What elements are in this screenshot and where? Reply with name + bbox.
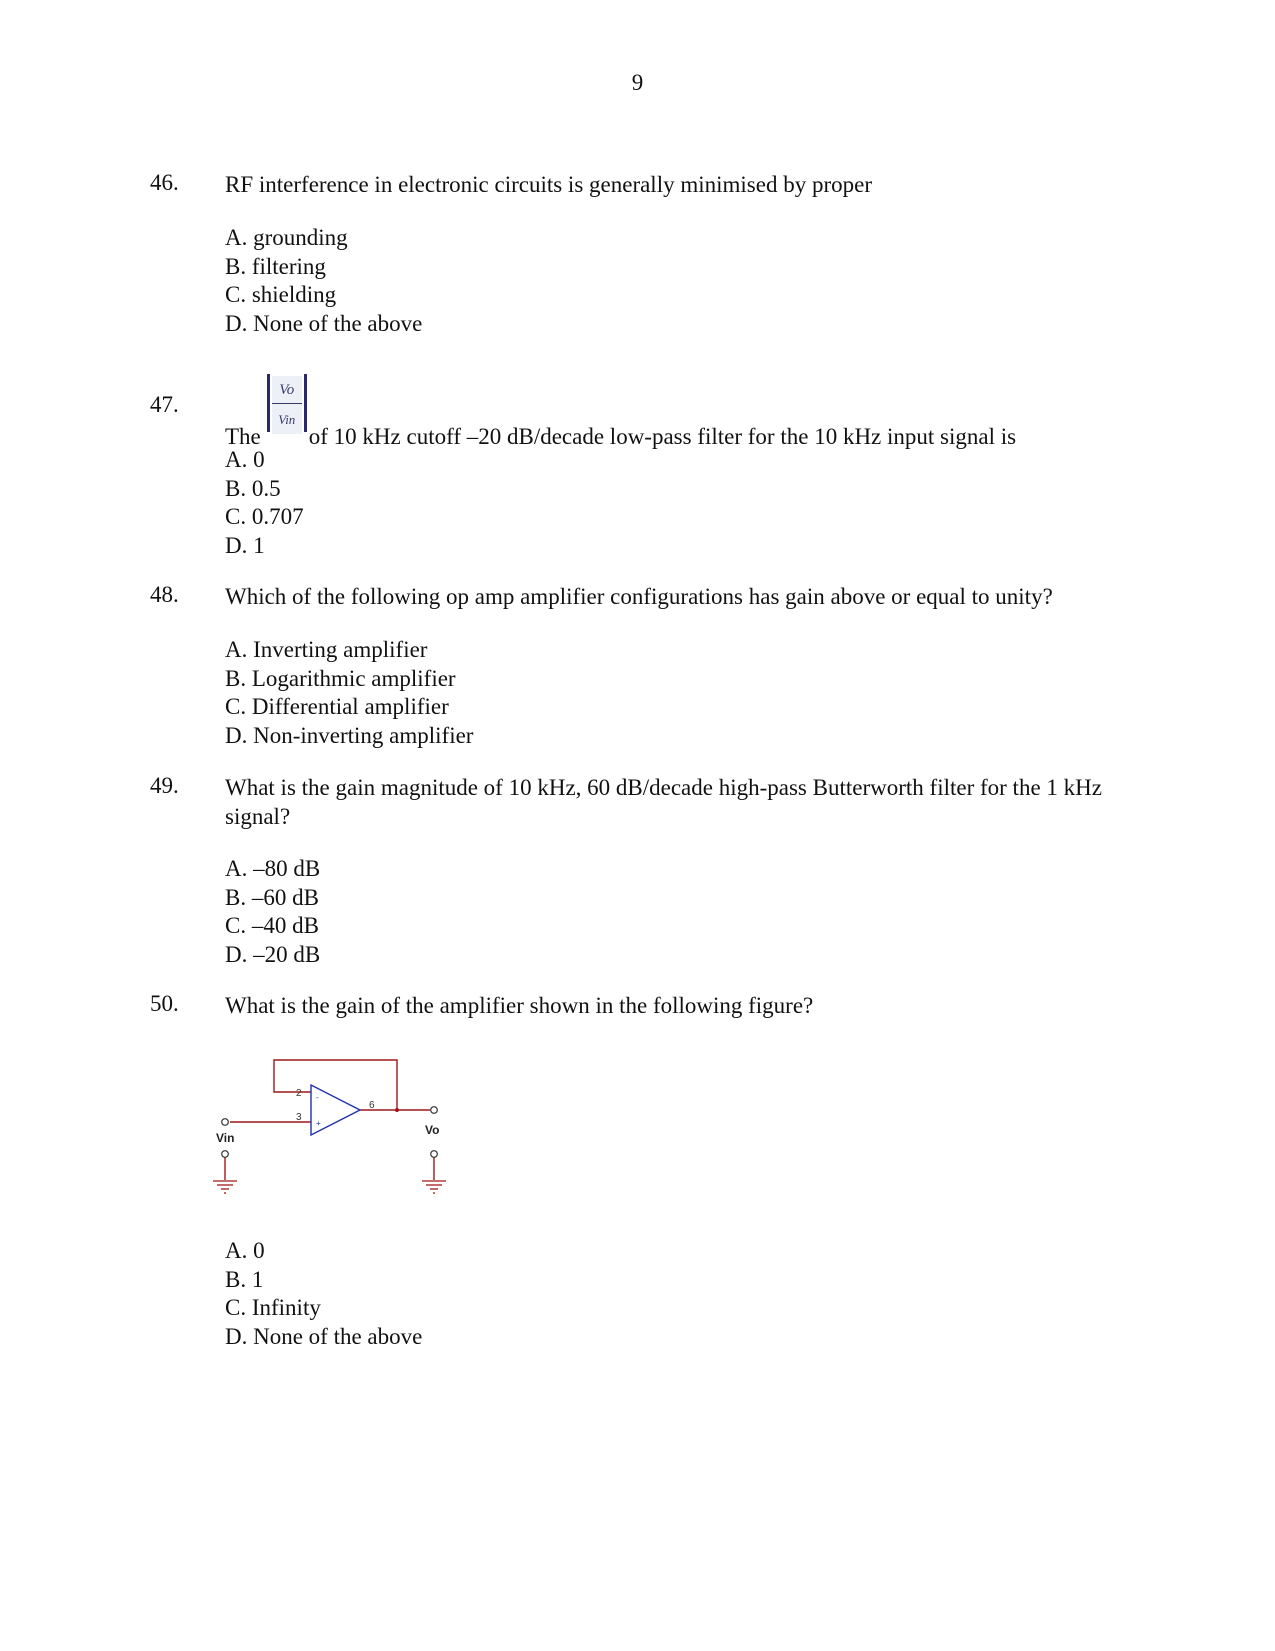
pin-3-label: 3 — [296, 1112, 302, 1123]
inverting-sign: - — [316, 1093, 319, 1102]
option-a: A. grounding — [225, 225, 348, 250]
option-list — [225, 855, 320, 969]
question-text — [225, 382, 1130, 451]
option-b: B. 0.5 — [225, 475, 281, 501]
option-b: B. 1 — [225, 1266, 264, 1292]
option-a: A. –80 dB — [225, 856, 321, 881]
question-text-after: of 10 kHz cutoff –20 dB/decade low-pass filter for the 10 kHz input signal is — [308, 424, 1017, 449]
vin-terminal — [222, 1119, 229, 1126]
option-c: C. Infinity — [225, 1295, 321, 1320]
option-b: B. –60 dB — [225, 884, 319, 910]
question-text: RF interference in electronic circuits is generally minimised by proper — [225, 172, 872, 197]
vin-ground-terminal — [222, 1151, 229, 1158]
pin-2-label: 2 — [296, 1088, 302, 1099]
fraction-numerator: Vo — [272, 376, 302, 405]
option-b: B. Logarithmic amplifier — [225, 665, 456, 691]
option-d: D. Non-inverting amplifier — [225, 722, 474, 748]
option-d: D. 1 — [225, 532, 265, 558]
fraction-line — [272, 403, 302, 404]
vin-label: Vin — [216, 1131, 235, 1145]
question-number: 48. — [150, 582, 179, 607]
noninverting-sign: + — [316, 1119, 321, 1128]
feedback-wire — [274, 1060, 397, 1110]
option-c: C. 0.707 — [225, 504, 304, 529]
question-text-before: The — [225, 424, 261, 449]
vo-ground-terminal — [431, 1151, 438, 1158]
vo-label: Vo — [425, 1123, 440, 1137]
option-c: C. Differential amplifier — [225, 694, 449, 719]
question-number: 46. — [150, 170, 179, 195]
question-number: 49. — [150, 773, 179, 798]
output-ground-icon — [422, 1181, 446, 1193]
question-text: What is the gain of the amplifier shown in the following figure? — [225, 993, 814, 1018]
option-list — [225, 446, 304, 560]
question-number: 50. — [150, 991, 179, 1016]
abs-bar-right — [304, 374, 307, 432]
page-number: 9 — [631, 70, 644, 95]
question-text: Which of the following op amp amplifier configurations has gain above or equal to unity? — [225, 584, 1053, 609]
output-junction — [395, 1108, 399, 1112]
option-c: C. –40 dB — [225, 913, 319, 938]
input-ground-icon — [213, 1181, 237, 1193]
option-list — [225, 224, 422, 338]
vo-terminal — [431, 1107, 438, 1114]
option-b: B. filtering — [225, 253, 326, 279]
option-a: A. 0 — [225, 1238, 265, 1263]
question-number: 47. — [150, 392, 179, 417]
option-d: D. None of the above — [225, 1323, 423, 1349]
question-text: What is the gain magnitude of 10 kHz, 60 dB/decade high-pass Butterworth filter for the 1 kHz signal? — [225, 775, 1102, 829]
fraction-denominator: Vin — [272, 405, 302, 434]
magnitude-fraction — [267, 374, 307, 432]
option-d: D. –20 dB — [225, 941, 321, 967]
option-list — [225, 636, 473, 750]
abs-bar-left — [267, 374, 270, 432]
option-a: A. Inverting amplifier — [225, 637, 428, 662]
option-c: C. shielding — [225, 282, 337, 307]
pin-6-label: 6 — [369, 1100, 375, 1111]
option-list — [225, 1237, 422, 1351]
option-a: A. 0 — [225, 447, 265, 472]
option-d: D. None of the above — [225, 310, 423, 336]
voltage-follower-circuit — [208, 1050, 468, 1210]
